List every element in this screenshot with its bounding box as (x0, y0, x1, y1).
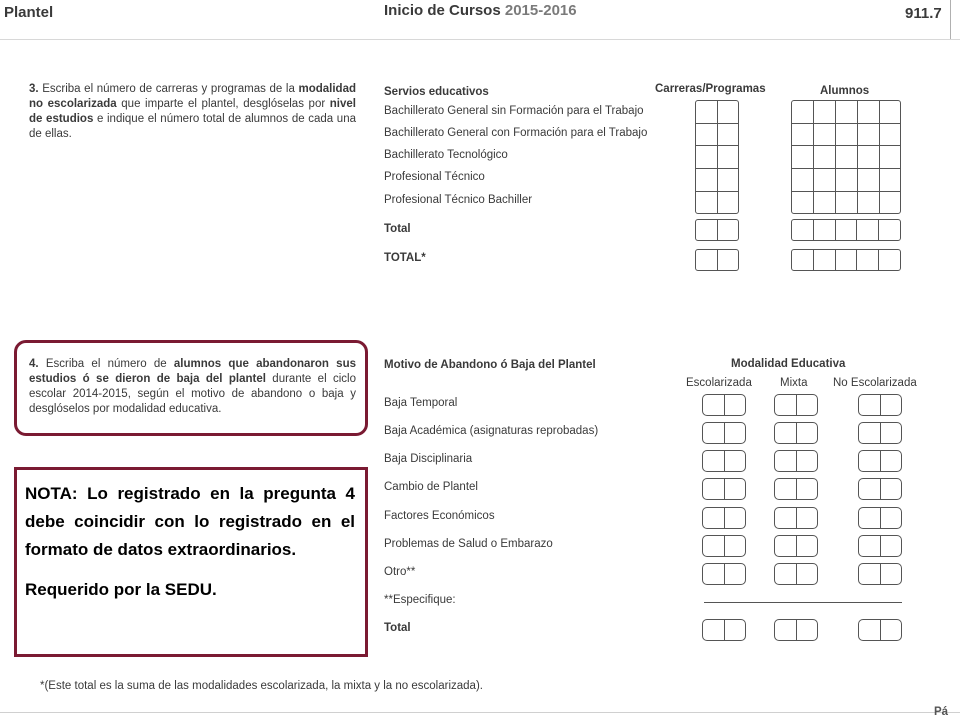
footnote: *(Este total es la suma de las modalidades escolarizada, la mixta y la no escolarizada). (40, 680, 483, 692)
mixta-input[interactable] (774, 450, 818, 472)
col-escolarizada: Escolarizada (686, 377, 752, 389)
q3-text-3: e indique el número total de alumnos de cada una de ellas. (29, 113, 356, 140)
q3-table-title: Servios educativos (384, 86, 489, 98)
mixta-input[interactable] (774, 478, 818, 500)
q4-row-label: Baja Académica (asignaturas reprobadas) (384, 425, 599, 437)
question-3-text (29, 82, 356, 142)
nota-callout (14, 467, 368, 657)
page-label-fragment: Pá (934, 706, 949, 718)
grid-line (695, 123, 739, 124)
q4-table-title: Motivo de Abandono ó Baja del Plantel (384, 359, 596, 371)
q3-row-label: Profesional Técnico Bachiller (384, 194, 533, 206)
no-escolarizada-input[interactable] (858, 450, 902, 472)
q3-text-2: que imparte el plantel, desglóselas por (116, 98, 330, 110)
question-4-text (29, 357, 356, 417)
document-title (384, 2, 577, 19)
no-escolarizada-input[interactable] (858, 478, 902, 500)
grid-line (879, 100, 880, 214)
header-divider (950, 0, 951, 40)
escolarizada-input[interactable] (702, 422, 746, 444)
grid-line (791, 191, 901, 192)
escolarizada-input[interactable] (702, 507, 746, 529)
q4-row-label: Otro** (384, 566, 416, 578)
q3-bold-1: modalidad no escolarizada (29, 83, 356, 110)
q3-total-label: Total (384, 223, 411, 235)
q3-row-label: Profesional Técnico (384, 171, 485, 183)
form-code: 911.7 (905, 5, 942, 22)
escolarizada-input[interactable] (702, 394, 746, 416)
q3-row-label: Bachillerato General con Formación para el Trabajo (384, 127, 648, 139)
col-mixta: Mixta (780, 377, 808, 389)
no-escolarizada-input[interactable] (858, 422, 902, 444)
grid-line (835, 100, 836, 214)
specify-input-line[interactable] (704, 602, 902, 603)
q3-bold-2: nivel de estudios (29, 98, 356, 125)
q3-text-1: Escriba el número de carreras y programas de la (38, 83, 299, 95)
q4-row-label: Factores Económicos (384, 510, 495, 522)
grid-line (857, 100, 858, 214)
no-escolarizada-total-input[interactable] (858, 619, 902, 641)
page-header (0, 0, 960, 40)
question-3-number: 3. (29, 83, 39, 95)
q4-row-label: Cambio de Plantel (384, 481, 478, 493)
no-escolarizada-input[interactable] (858, 507, 902, 529)
modalidad-heading: Modalidad Educativa (731, 358, 846, 370)
grid-line (791, 168, 901, 169)
school-year: 2015-2016 (504, 2, 577, 19)
document-title-text: Inicio de Cursos (384, 2, 501, 19)
col-no-escolarizada: No Escolarizada (833, 377, 917, 389)
no-escolarizada-input[interactable] (858, 563, 902, 585)
col-alumnos: Alumnos (820, 85, 870, 97)
header-rule (0, 39, 960, 40)
no-escolarizada-input[interactable] (858, 394, 902, 416)
no-escolarizada-input[interactable] (858, 535, 902, 557)
mixta-total-input[interactable] (774, 619, 818, 641)
escolarizada-total-input[interactable] (702, 619, 746, 641)
bottom-rule (0, 712, 960, 713)
q3-total-star-label: TOTAL* (384, 252, 426, 264)
mixta-input[interactable] (774, 535, 818, 557)
mixta-input[interactable] (774, 422, 818, 444)
alumnos-grid[interactable] (791, 100, 901, 214)
mixta-input[interactable] (774, 563, 818, 585)
q4-row-label: Baja Disciplinaria (384, 453, 473, 465)
grid-line (717, 100, 718, 214)
q3-row-label: Bachillerato Tecnológico (384, 149, 508, 161)
alumnos-total-input[interactable] (791, 219, 901, 241)
escolarizada-input[interactable] (702, 478, 746, 500)
q4-row-label: Baja Temporal (384, 397, 458, 409)
q4-text-2: durante el ciclo escolar 2014-2015, según el motivo de abandono o baja y desglóselos por modalidad educativa. (29, 373, 357, 415)
grid-line (791, 145, 901, 146)
question-4-number: 4. (29, 358, 39, 370)
nota-required: Requerido por la SEDU. (25, 580, 217, 599)
q3-row-label: Bachillerato General sin Formación para el Trabajo (384, 105, 644, 117)
q4-total-label: Total (384, 622, 411, 634)
carreras-total-star-input[interactable] (695, 249, 739, 271)
q4-bold-1: alumnos que abandonaron sus estudios ó se dieron de baja del plantel (29, 358, 356, 385)
alumnos-total-star-input[interactable] (791, 249, 901, 271)
escolarizada-input[interactable] (702, 535, 746, 557)
grid-line (695, 145, 739, 146)
nota-text: NOTA: Lo registrado en la pregunta 4 debe coincidir con lo registrado en el formato de datos extraordinarios. (25, 484, 355, 559)
grid-line (695, 168, 739, 169)
grid-line (813, 100, 814, 214)
q4-text-1: Escriba el número de (38, 358, 174, 370)
escolarizada-input[interactable] (702, 563, 746, 585)
grid-line (695, 191, 739, 192)
mixta-input[interactable] (774, 394, 818, 416)
mixta-input[interactable] (774, 507, 818, 529)
plantel-label: Plantel (4, 4, 54, 21)
col-carreras-programas: Carreras/Programas (655, 83, 766, 95)
escolarizada-input[interactable] (702, 450, 746, 472)
specify-label: **Especifique: (384, 594, 456, 606)
carreras-total-input[interactable] (695, 219, 739, 241)
q4-row-label: Problemas de Salud o Embarazo (384, 538, 553, 550)
grid-line (791, 123, 901, 124)
